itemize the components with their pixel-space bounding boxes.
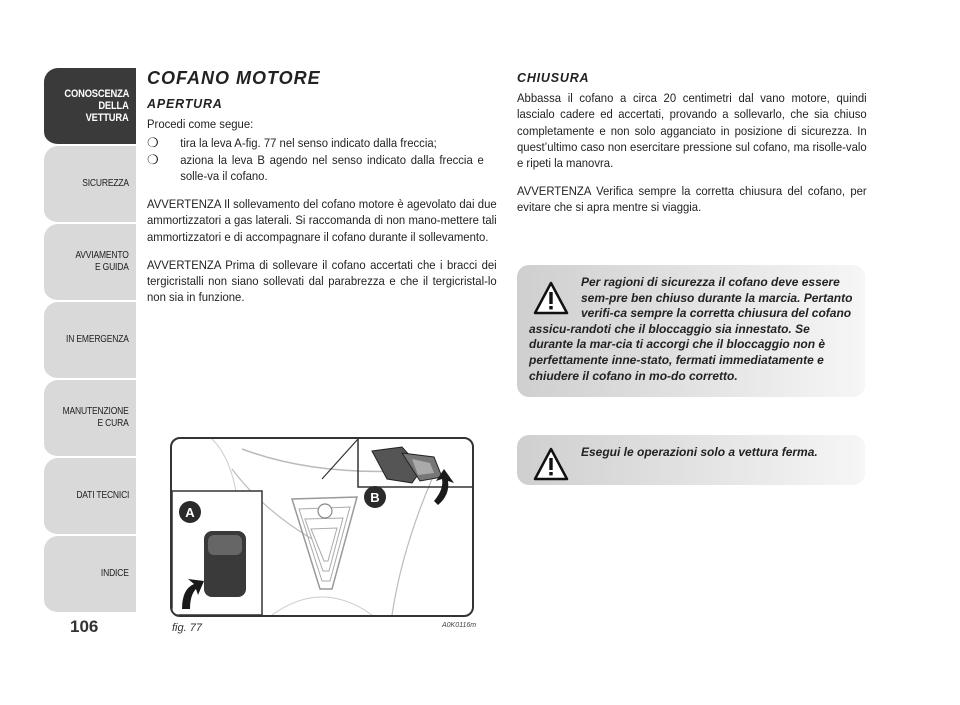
operation-warning-text: Esegui le operazioni solo a vettura ferma. (581, 445, 818, 459)
tab-label: INDICE (101, 568, 129, 579)
lever-b-shape (372, 447, 442, 483)
page-number: 106 (70, 617, 99, 636)
right-column (517, 70, 867, 228)
warning-text-1: AVVERTENZA Il sollevamento del cofano motore è agevolato dai due ammortizzatori a gas laterali. Si raccomanda di non mano-mettere tali ammortizzatori e di accompagnare il cofano durante il sollevamento. (147, 197, 497, 244)
chapter-sidebar (44, 68, 136, 614)
grille-shape (292, 497, 357, 589)
tab-label: DATI TECNICI (76, 490, 129, 501)
left-column (147, 70, 497, 317)
tab-label: SICUREZZA (82, 178, 129, 189)
tab-label: IN EMERGENZA (66, 334, 129, 345)
tab-indice[interactable] (44, 536, 136, 614)
operation-warning-box (517, 435, 865, 485)
label-a-text: A (185, 505, 195, 520)
closing-warning: AVVERTENZA Verifica sempre la corretta chiusura del cofano, per evitare che si apra mentre si viaggia. (517, 184, 867, 215)
list-item (147, 152, 497, 184)
step-text: tira la leva A-fig. 77 nel senso indicato dalla freccia; (180, 135, 437, 150)
tab-label: VETTURA (86, 112, 129, 124)
warning-triangle-icon (533, 281, 569, 315)
tab-label: AVVIAMENTO (75, 250, 129, 261)
tab-conoscenza-della-vettura[interactable] (44, 68, 136, 146)
tab-sicurezza[interactable] (44, 146, 136, 224)
figure-caption: fig. 77 (172, 622, 202, 634)
tab-dati-tecnici[interactable] (44, 458, 136, 536)
section-heading-chiusura: CHIUSURA (517, 71, 590, 85)
list-item (147, 135, 497, 151)
figure-hood-release (170, 437, 474, 617)
safety-warning-text: Per ragioni di sicurezza il cofano deve essere sem-pre ben chiuso durante la marcia. Pertanto verifi-ca sempre la corretta chiusura del cofano assicu-randoti che il bloccaggio sia innestato. Se durante la mar-cia ti accorgi che il bloccaggio non è perfettamente inne-stato, fermati immediatamente e chiudere il cofano in mo-do corretto. (529, 275, 853, 383)
tab-avviamento-e-guida[interactable] (44, 224, 136, 302)
tab-label: E GUIDA (95, 262, 129, 273)
tab-label: E CURA (97, 418, 129, 429)
tab-in-emergenza[interactable] (44, 302, 136, 380)
page-title: COFANO MOTORE (147, 68, 321, 88)
safety-warning-box (517, 265, 865, 397)
steps-list (147, 135, 497, 185)
bullet-circle-icon: ❍ (147, 134, 159, 150)
tab-label: CONOSCENZA (64, 88, 129, 100)
figure-code: A0K0116m (442, 622, 477, 629)
step-text: aziona la leva B agendo nel senso indicato dalla freccia e solle-va il cofano. (180, 152, 484, 184)
bullet-circle-icon: ❍ (147, 151, 159, 167)
tab-label: MANUTENZIONE (63, 406, 129, 417)
warning-triangle-icon (533, 447, 569, 481)
tab-label: DELLA (98, 100, 129, 112)
tab-manutenzione-e-cura[interactable] (44, 380, 136, 458)
label-b-text: B (370, 490, 380, 505)
warning-text-2: AVVERTENZA Prima di sollevare il cofano accertati che i bracci dei tergicristalli non siano sollevati dal parabrezza e che il tergicristal-lo non sia in funzione. (147, 257, 497, 305)
intro-text: Procedi come segue: (147, 117, 254, 132)
hood-release-illustration (172, 439, 472, 615)
closing-instructions: Abbassa il cofano a circa 20 centimetri dal vano motore, quindi lascialo cadere ed accertati, provando a sollevarlo, che sia chiuso completamente e non solo agganciato in posizione di sicurezza. In quest’ultimo caso non esercitare pressione sul cofano, ma risolle-valo e ripeti la manovra. (517, 91, 867, 171)
section-heading-apertura: APERTURA (147, 97, 223, 112)
